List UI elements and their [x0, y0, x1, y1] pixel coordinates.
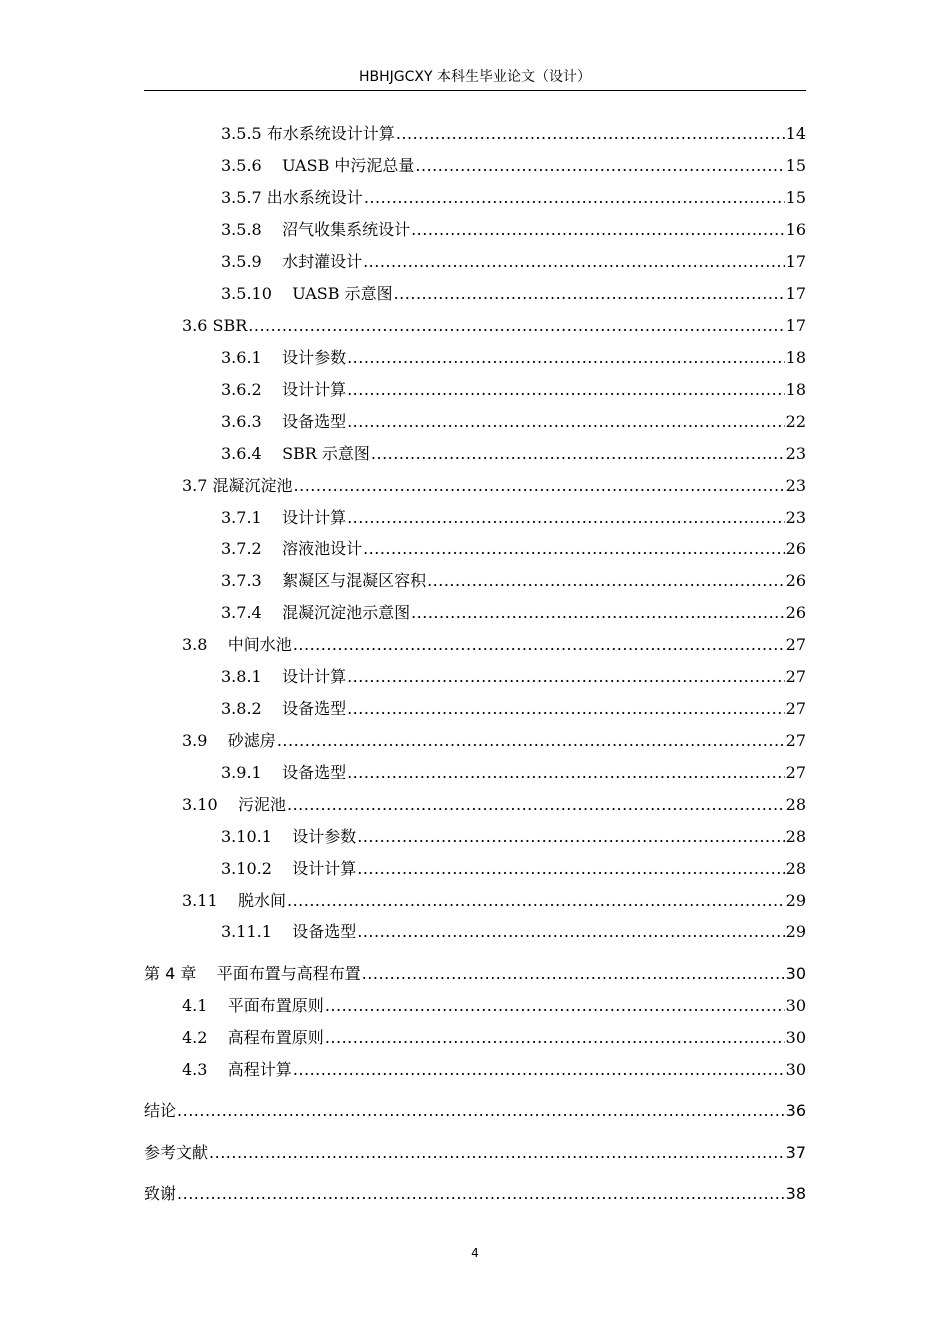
toc-entry-page: 36 — [785, 1101, 806, 1120]
dot-leader — [248, 314, 784, 338]
toc-entry-title: 参考文献 — [144, 1143, 209, 1162]
toc-entry-number: 3.6.4 — [221, 444, 283, 463]
toc-entry-number: 3.6.2 — [221, 380, 283, 399]
toc-entry-title: 污泥池 — [237, 795, 286, 814]
toc-entry[interactable] — [144, 1182, 806, 1206]
toc-entry-title: 设备选型 — [282, 699, 347, 718]
toc-entry[interactable] — [221, 282, 806, 306]
toc-entry-title: 结论 — [144, 1101, 177, 1120]
toc-entry-title: 高程布置原则 — [227, 1028, 324, 1047]
toc-entry-number: 3.5.7 — [221, 188, 267, 207]
toc-entry-number: 3.11 — [182, 891, 238, 910]
dot-leader — [325, 1026, 785, 1050]
toc-entry-page: 37 — [785, 1143, 806, 1162]
toc-entry-page: 27 — [785, 763, 806, 782]
toc-entry-number: 3.7.2 — [221, 539, 283, 558]
toc-entry-page: 18 — [785, 380, 806, 399]
toc-entry[interactable] — [182, 793, 806, 817]
toc-entry-number: 3.5.9 — [221, 252, 283, 271]
dot-leader — [371, 442, 785, 466]
dot-leader — [325, 994, 785, 1018]
toc-entry-page: 17 — [785, 316, 806, 335]
toc-entry-page: 23 — [785, 508, 806, 527]
toc-entry-number: 4.2 — [182, 1028, 228, 1047]
toc-entry-page: 27 — [785, 699, 806, 718]
toc-entry-title: 混凝沉淀池 — [212, 476, 293, 495]
toc-entry-number: 3.10.1 — [221, 827, 293, 846]
dot-leader — [294, 474, 785, 498]
toc-entry[interactable] — [182, 633, 806, 657]
dot-leader — [347, 697, 785, 721]
toc-entry[interactable] — [221, 857, 806, 881]
toc-entry-title: 平面布置原则 — [227, 996, 324, 1015]
toc-entry[interactable] — [182, 994, 806, 1018]
toc-entry-title: 脱水间 — [237, 891, 286, 910]
toc-entry-page: 29 — [785, 891, 806, 910]
page-number: 4 — [471, 1246, 479, 1260]
dot-leader — [287, 793, 785, 817]
toc-entry-title: 平面布置与高程布置 — [216, 964, 361, 983]
dot-leader — [293, 1058, 785, 1082]
toc-entry-number: 3.7.1 — [221, 508, 283, 527]
toc-entry-title: 设计参数 — [282, 348, 347, 367]
toc-entry[interactable] — [221, 154, 806, 178]
toc-entry-title: 布水系统设计计算 — [266, 124, 395, 143]
toc-entry-title: UASB 中污泥总量 — [282, 156, 415, 175]
toc-entry-title: 设备选型 — [282, 763, 347, 782]
toc-entry-number: 3.5.6 — [221, 156, 283, 175]
toc-entry-number: 第 4 章 — [144, 964, 217, 983]
toc-entry-page: 30 — [785, 996, 806, 1015]
dot-leader — [277, 729, 785, 753]
dot-leader — [177, 1099, 785, 1123]
toc-entry-number: 4.3 — [182, 1060, 228, 1079]
toc-entry-page: 22 — [785, 412, 806, 431]
toc-entry-page: 15 — [785, 156, 806, 175]
toc-entry-page: 30 — [785, 1028, 806, 1047]
toc-entry[interactable] — [221, 665, 806, 689]
toc-entry-number: 3.11.1 — [221, 922, 293, 941]
toc-entry[interactable] — [221, 250, 806, 274]
dot-leader — [394, 282, 785, 306]
toc-entry-page: 26 — [785, 603, 806, 622]
toc-entry-title: 高程计算 — [227, 1060, 292, 1079]
toc-entry[interactable] — [182, 314, 806, 338]
dot-leader — [364, 186, 785, 210]
toc-entry-number: 3.6.1 — [221, 348, 283, 367]
toc-entry-title: 出水系统设计 — [266, 188, 363, 207]
toc-entry-page: 23 — [785, 476, 806, 495]
toc-entry-title: 混凝沉淀池示意图 — [282, 603, 411, 622]
toc-entry-page: 28 — [785, 827, 806, 846]
toc-entry-number: 3.5.10 — [221, 284, 293, 303]
dot-leader — [347, 506, 785, 530]
page-header: HBHJGCXY 本科生毕业论文（设计） — [144, 64, 806, 91]
toc-entry[interactable] — [221, 761, 806, 785]
dot-leader — [347, 761, 785, 785]
toc-entry-page: 17 — [785, 252, 806, 271]
toc-entry[interactable] — [221, 537, 806, 561]
toc-entry[interactable] — [221, 218, 806, 242]
toc-entry-page: 27 — [785, 731, 806, 750]
toc-entry[interactable] — [182, 1026, 806, 1050]
toc-entry-title: 设备选型 — [282, 412, 347, 431]
toc-entry-page: 17 — [785, 284, 806, 303]
dot-leader — [347, 410, 785, 434]
dot-leader — [363, 537, 785, 561]
toc-entry[interactable] — [182, 474, 806, 498]
toc-entry-number: 3.5.5 — [221, 124, 267, 143]
dot-leader — [347, 665, 785, 689]
dot-leader — [347, 378, 785, 402]
toc-entry-number: 4.1 — [182, 996, 228, 1015]
toc-entry-title: 中间水池 — [227, 635, 292, 654]
toc-entry-number: 3.5.8 — [221, 220, 283, 239]
dot-leader — [396, 122, 785, 146]
toc-entry-title: 絮凝区与混凝区容积 — [282, 571, 427, 590]
toc-entry[interactable] — [221, 697, 806, 721]
toc-entry[interactable] — [221, 346, 806, 370]
toc-entry-number: 3.9.1 — [221, 763, 283, 782]
toc-entry-title: 设计计算 — [282, 380, 347, 399]
toc-entry-number: 3.6.3 — [221, 412, 283, 431]
toc-entry[interactable] — [221, 601, 806, 625]
toc-entry-page: 16 — [785, 220, 806, 239]
dot-leader — [411, 218, 785, 242]
dot-leader — [287, 889, 785, 913]
toc-entry[interactable] — [221, 825, 806, 849]
toc-entry[interactable] — [221, 378, 806, 402]
toc-entry-title: 水封灌设计 — [282, 252, 363, 271]
toc-entry[interactable] — [182, 889, 806, 913]
dot-leader — [357, 920, 784, 944]
dot-leader — [177, 1182, 785, 1206]
toc-entry-title: 沼气收集系统设计 — [282, 220, 411, 239]
toc-entry-number: 3.8.2 — [221, 699, 283, 718]
dot-leader — [347, 346, 785, 370]
dot-leader — [415, 154, 784, 178]
toc-entry[interactable] — [144, 962, 806, 986]
dot-leader — [293, 633, 785, 657]
toc-entry-page: 28 — [785, 795, 806, 814]
toc-entry[interactable] — [144, 1099, 806, 1123]
toc-entry-title: 设计计算 — [282, 508, 347, 527]
toc-entry[interactable] — [221, 920, 806, 944]
toc-entry-title: 砂滤房 — [227, 731, 276, 750]
toc-entry-page: 26 — [785, 539, 806, 558]
toc-entry[interactable] — [221, 506, 806, 530]
toc-entry[interactable] — [221, 569, 806, 593]
toc-entry-title: 设计计算 — [292, 859, 357, 878]
dot-leader — [357, 857, 784, 881]
toc-entry-number: 3.10.2 — [221, 859, 293, 878]
toc-entry-title: UASB 示意图 — [292, 284, 393, 303]
toc-entry[interactable] — [221, 410, 806, 434]
toc-entry-page: 29 — [785, 922, 806, 941]
toc-entry-number: 3.10 — [182, 795, 238, 814]
toc-entry-number: 3.7 — [182, 476, 213, 495]
toc-entry-number: 3.9 — [182, 731, 228, 750]
toc-entry-number: 3.7.3 — [221, 571, 283, 590]
toc-entry-page: 18 — [785, 348, 806, 367]
toc-entry-page: 30 — [785, 964, 806, 983]
toc-entry-title: 溶液池设计 — [282, 539, 363, 558]
toc-entry-number: 3.8.1 — [221, 667, 283, 686]
toc-entry[interactable] — [182, 729, 806, 753]
toc-entry[interactable] — [182, 1058, 806, 1082]
dot-leader — [209, 1141, 785, 1165]
toc-entry-page: 38 — [785, 1184, 806, 1203]
toc-entry-page: 26 — [785, 571, 806, 590]
toc-entry-number: 3.7.4 — [221, 603, 283, 622]
toc-entry-title: SBR 示意图 — [282, 444, 370, 463]
toc-entry-page: 15 — [785, 188, 806, 207]
toc-entry-page: 28 — [785, 859, 806, 878]
dot-leader — [411, 601, 785, 625]
toc-entry-title: 设计计算 — [282, 667, 347, 686]
toc-entry-number: 3.8 — [182, 635, 228, 654]
toc-entry-title: 设备选型 — [292, 922, 357, 941]
toc-entry-page: 27 — [785, 635, 806, 654]
toc-entry-page: 27 — [785, 667, 806, 686]
toc-entry[interactable] — [221, 442, 806, 466]
toc-entry-title: 致谢 — [144, 1184, 177, 1203]
toc-entry[interactable] — [221, 122, 806, 146]
dot-leader — [362, 962, 785, 986]
toc-entry-title: 设计参数 — [292, 827, 357, 846]
toc-entry-page: 14 — [785, 124, 806, 143]
toc-entry-title: SBR — [212, 316, 248, 335]
toc-entry-number: 3.6 — [182, 316, 213, 335]
dot-leader — [357, 825, 784, 849]
dot-leader — [427, 569, 785, 593]
toc-entry-page: 30 — [785, 1060, 806, 1079]
toc-entry[interactable] — [221, 186, 806, 210]
toc-entry-page: 23 — [785, 444, 806, 463]
toc-entry[interactable] — [144, 1141, 806, 1165]
dot-leader — [363, 250, 785, 274]
